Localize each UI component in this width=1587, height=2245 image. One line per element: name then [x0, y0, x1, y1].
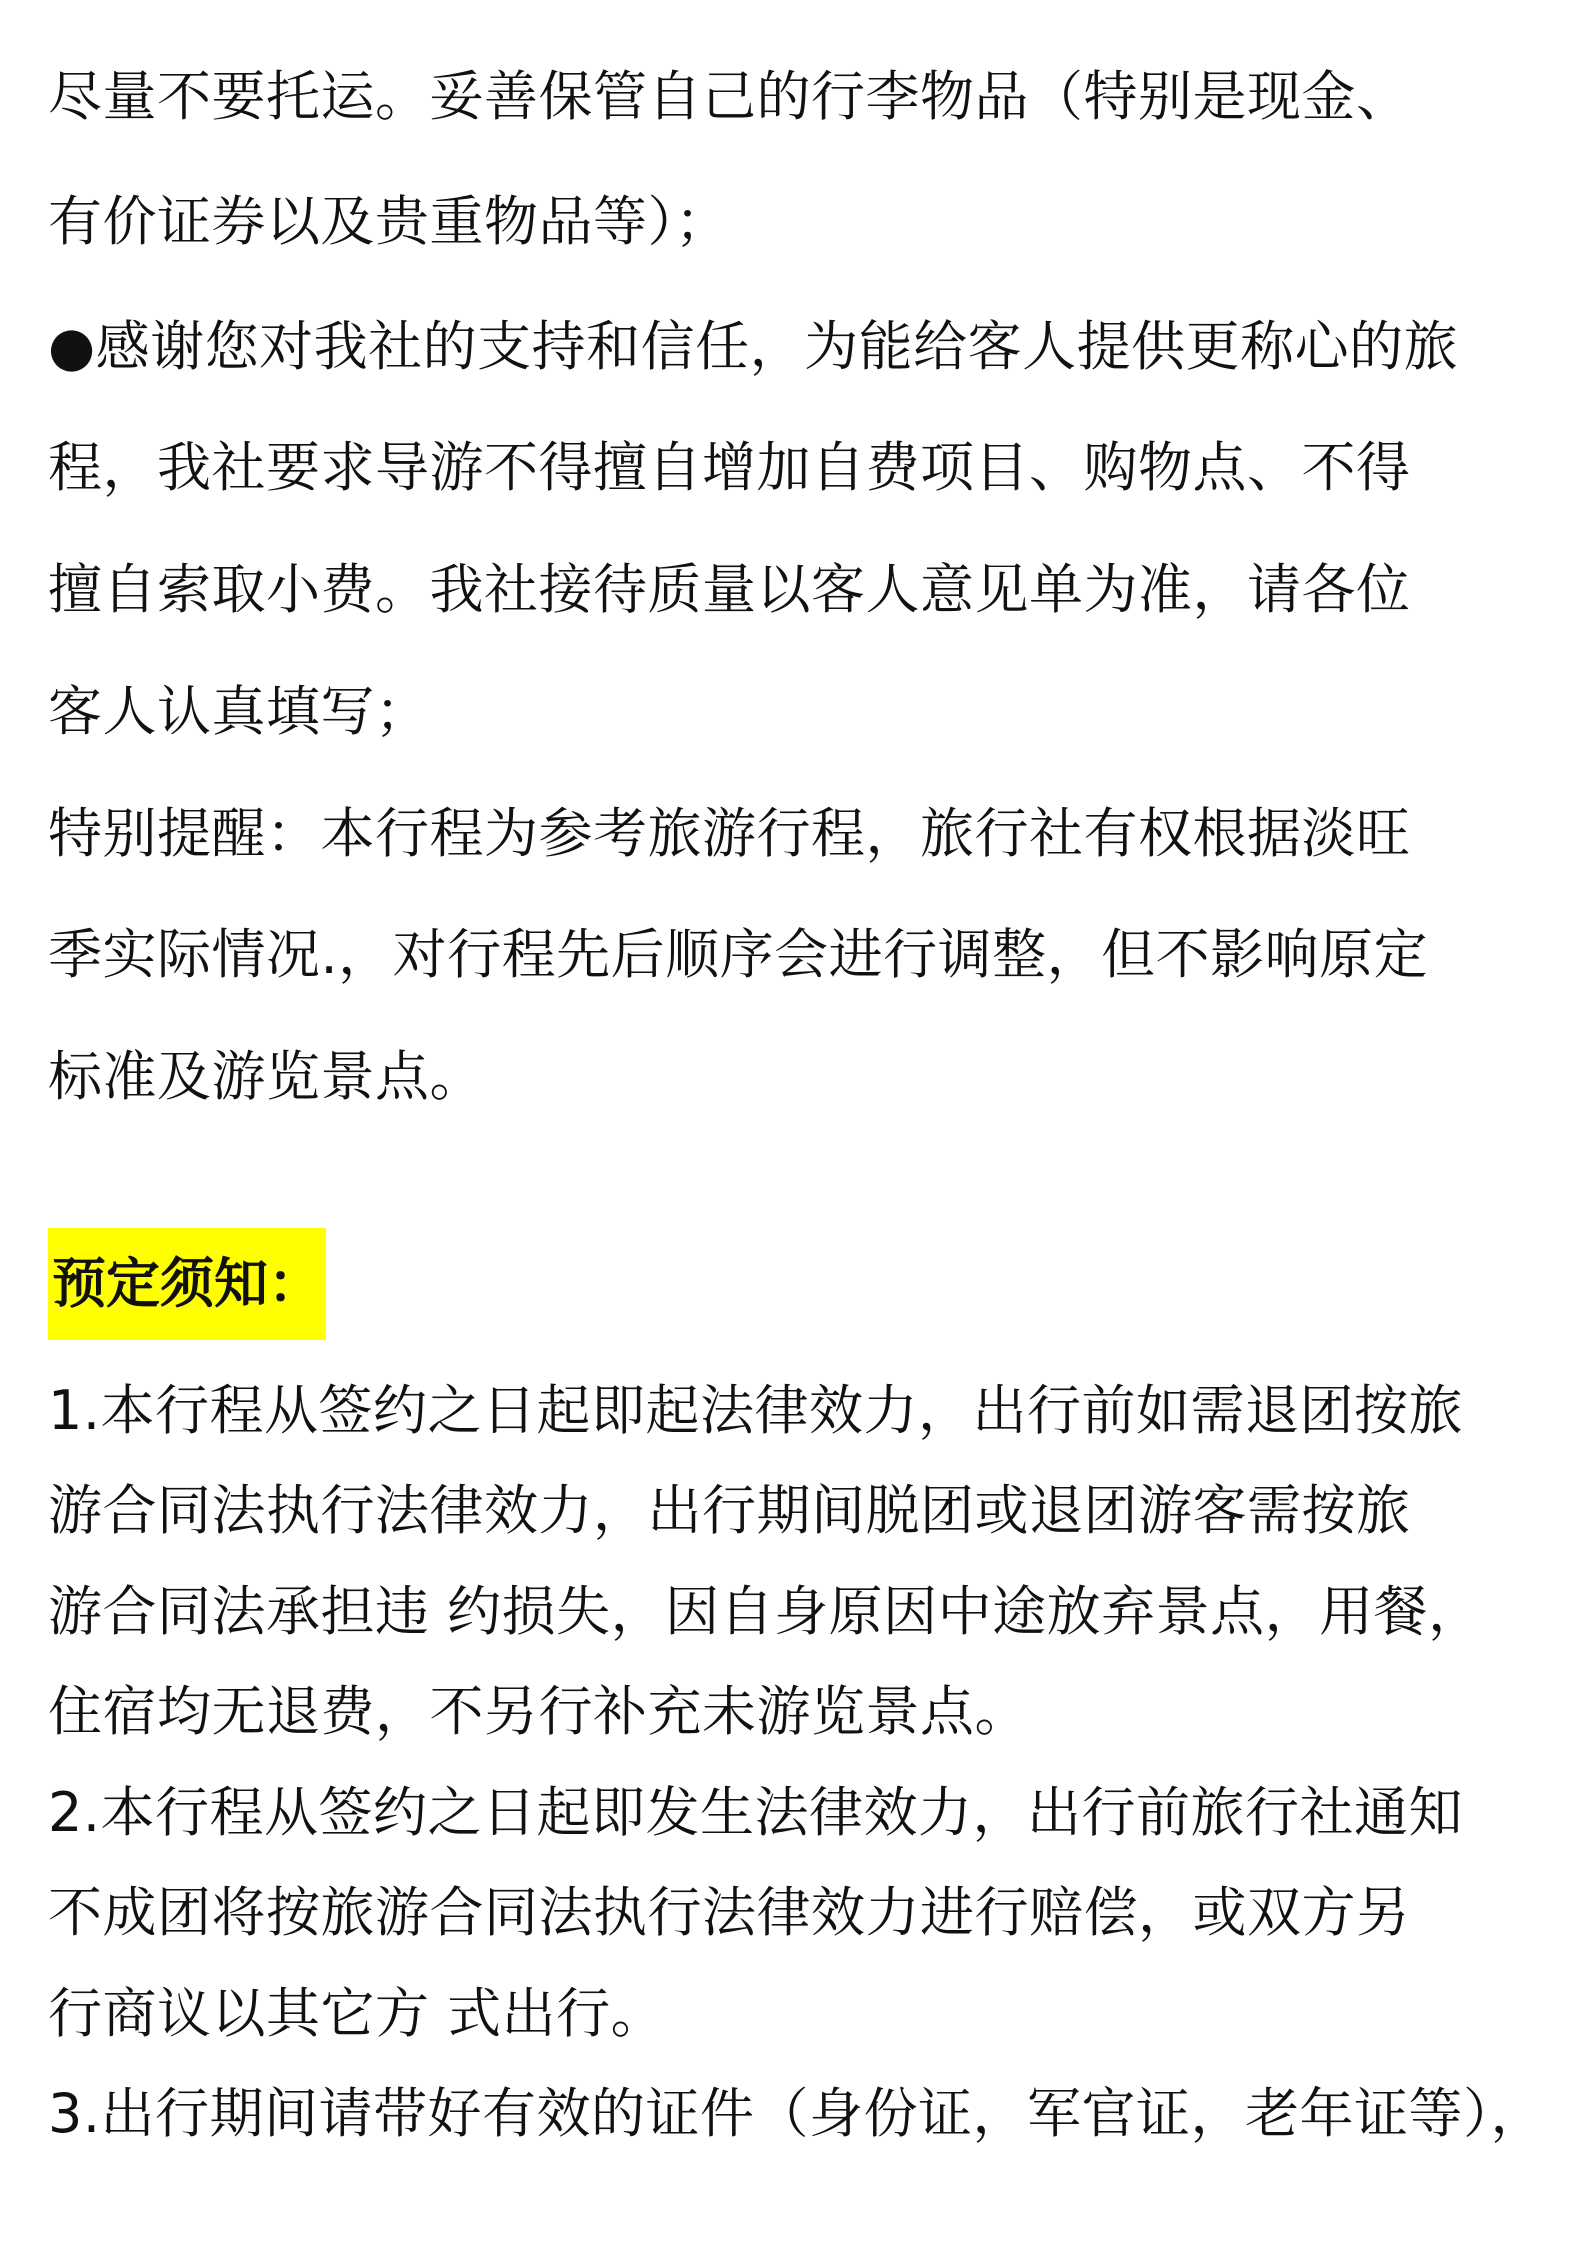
paragraph-line: 程，我社要求导游不得擅自增加自费项目、购物点、不得 — [48, 436, 1411, 499]
notice-item-line: 游合同法执行法律效力，出行期间脱团或退团游客需按旅 — [48, 1479, 1411, 1542]
notice-item-line: 2.本行程从签约之日起即发生法律效力，出行前旅行社通知 — [48, 1781, 1464, 1844]
booking-notice-heading: 预定须知： — [48, 1228, 326, 1340]
special-reminder-line: 标准及游览景点。 — [48, 1045, 484, 1108]
paragraph-line: 有价证券以及贵重物品等）； — [48, 190, 730, 253]
notice-item-line: 行商议以其它方 式出行。 — [48, 1982, 666, 2045]
special-reminder-line: 特别提醒：本行程为参考旅游行程，旅行社有权根据淡旺 — [48, 802, 1411, 865]
paragraph-line: 客人认真填写； — [48, 680, 430, 743]
notice-item-line: 游合同法承担违 约损失，因自身原因中途放弃景点，用餐， — [48, 1580, 1483, 1643]
notice-item-line: 住宿均无退费，不另行补充未游览景点。 — [48, 1680, 1029, 1743]
paragraph-line: ●感谢您对我社的支持和信任，为能给客人提供更称心的旅 — [48, 315, 1459, 378]
paragraph-line: 尽量不要托运。妥善保管自己的行李物品（特别是现金、 — [48, 65, 1411, 128]
special-reminder-line: 季实际情况.，对行程先后顺序会进行调整，但不影响原定 — [48, 923, 1429, 986]
notice-item-line: 不成团将按旅游合同法执行法律效力进行赔偿，或双方另 — [48, 1881, 1411, 1944]
notice-item-line: 3.出行期间请带好有效的证件（身份证，军官证，老年证等）， — [48, 2082, 1546, 2145]
notice-item-line: 1.本行程从签约之日起即起法律效力，出行前如需退团按旅 — [48, 1379, 1464, 1442]
paragraph-line: 擅自索取小费。我社接待质量以客人意见单为准，请各位 — [48, 558, 1411, 621]
